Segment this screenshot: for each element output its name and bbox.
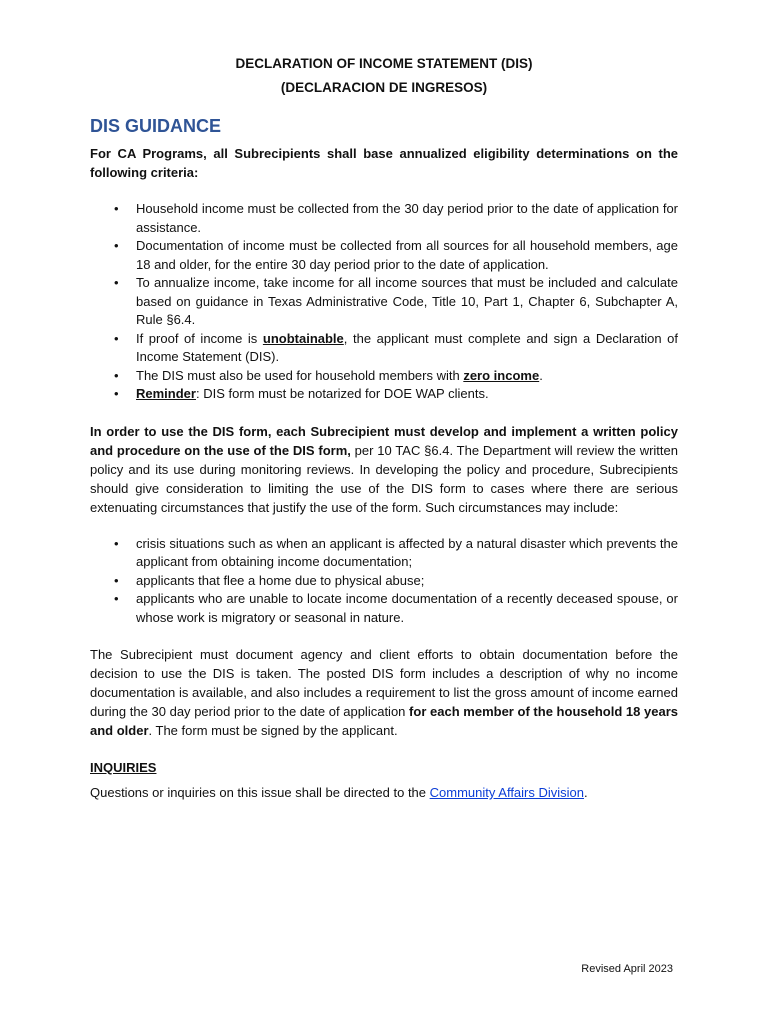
revised-date: Revised April 2023	[581, 963, 673, 975]
list-item: • Documentation of income must be collected from all sources for all household members, age 18 and older, for the entire 30 day period prior to the date of application.	[90, 237, 678, 274]
list-item: • The DIS must also be used for household members with zero income.	[90, 367, 678, 386]
inquiries-heading: INQUIRIES	[90, 760, 157, 775]
list-item: • applicants who are unable to locate income documentation of a recently deceased spouse, or whose work is migratory or seasonal in nature.	[90, 590, 678, 627]
section-heading-dis-guidance: DIS GUIDANCE	[90, 116, 222, 136]
inquiries-text: Questions or inquiries on this issue shall be directed to the Community Affairs Division.	[90, 785, 588, 800]
list-item: • applicants that flee a home due to physical abuse;	[90, 572, 678, 591]
list-item: • If proof of income is unobtainable, the applicant must complete and sign a Declaration of Income Statement (DIS).	[90, 330, 678, 367]
list-item: • To annualize income, take income for all income sources that must be included and calculate based on guidance in Texas Administrative Code, Title 10, Part 1, Chapter 6, Subchapter A, Rule §6.4.	[90, 274, 678, 330]
document-title: DECLARATION OF INCOME STATEMENT (DIS)	[235, 56, 533, 71]
document-page	[90, 52, 678, 802]
criteria-list	[90, 200, 678, 404]
circumstances-list	[90, 535, 678, 628]
list-item: • crisis situations such as when an applicant is affected by a natural disaster which prevents the applicant from obtaining income documentation;	[90, 535, 678, 572]
document-subtitle: (DECLARACION DE INGRESOS)	[280, 80, 488, 95]
emphasis-zero-income: zero income	[463, 367, 540, 383]
guidance-intro: For CA Programs, all Subrecipients shall base annualized eligibility determinations on the following criteria:	[90, 146, 678, 180]
emphasis-unobtainable: unobtainable	[262, 330, 344, 346]
list-item: • Reminder: DIS form must be notarized for DOE WAP clients.	[90, 385, 678, 404]
emphasis-reminder: Reminder	[136, 386, 196, 401]
documentation-paragraph: The Subrecipient must document agency and client efforts to obtain documentation before the decision to use the DIS is taken. The posted DIS form includes a description of why no income documentation is available, and also includes a requirement to list the gross amount of income earned during the 30 day period prior to the date of application for each member of the household 18 years and older. The form must be signed by the applicant.	[90, 647, 679, 738]
policy-paragraph: In order to use the DIS form, each Subrecipient must develop and implement a written policy and procedure on the use of the DIS form, per 10 TAC §6.4. The Department will review the written policy and its use during monitoring reviews. In developing the policy and procedure, Subrecipients should give consideration to limiting the use of the DIS form to cases where there are serious extenuating circumstances that justify the use of the form. Such circumstances may include:	[90, 423, 678, 515]
list-item: • Household income must be collected from the 30 day period prior to the date of application for assistance.	[90, 200, 678, 237]
community-affairs-link[interactable]: Community Affairs Division	[429, 785, 585, 800]
